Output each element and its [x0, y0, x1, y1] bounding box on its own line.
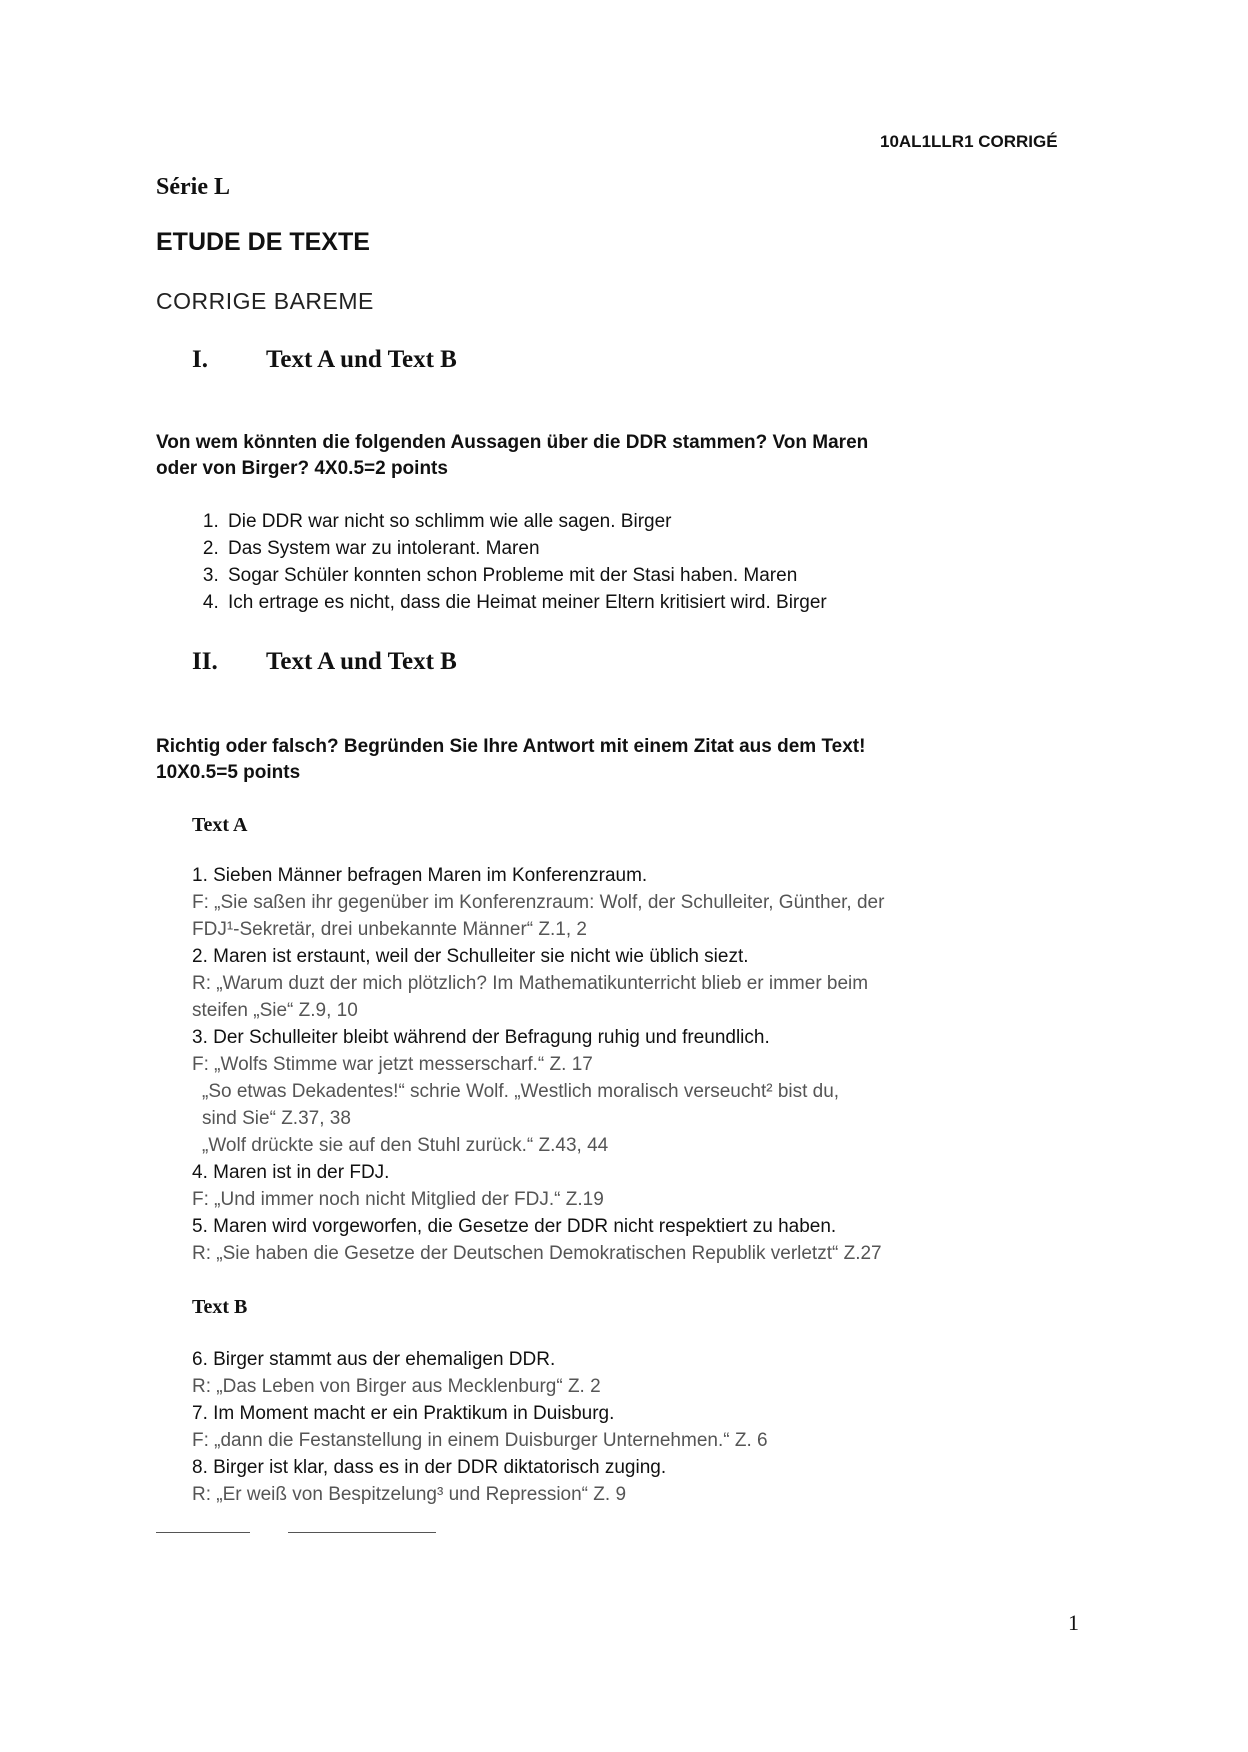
section-1-instruction-line: oder von Birger? 4X0.5=2 points	[156, 458, 448, 479]
section-2-instruction-line: 10X0.5=5 points	[156, 762, 301, 783]
section-2-number: II.	[192, 648, 218, 675]
answer-line: R: „Er weiß von Bespitzelung³ und Repression“ Z. 9	[192, 1484, 627, 1505]
answer-line: R: „Sie haben die Gesetze der Deutschen Demokratischen Republik verletzt“ Z.27	[192, 1243, 882, 1264]
answer-line: F: „Sie saßen ihr gegenüber im Konferenzraum: Wolf, der Schulleiter, Günther, der	[192, 892, 885, 913]
section-1-heading	[192, 346, 457, 374]
text-b-answers	[192, 1346, 1092, 1508]
list-item: 4. Ich ertrage es nicht, dass die Heimat meiner Eltern kritisiert wird. Birger	[224, 589, 827, 616]
answer-line: „Wolf drückte sie auf den Stuhl zurück.“ Z.43, 44	[202, 1135, 609, 1156]
answer-line: steifen „Sie“ Z.9, 10	[192, 1000, 358, 1021]
document-subtitle: CORRIGE BAREME	[156, 288, 374, 314]
statement-line: 4. Maren ist in der FDJ.	[192, 1162, 390, 1183]
section-1-title: Text A und Text B	[266, 346, 457, 373]
document-title: ETUDE DE TEXTE	[156, 228, 370, 256]
statement-line: 6. Birger stammt aus der ehemaligen DDR.	[192, 1349, 556, 1370]
page-number: 1	[1068, 1610, 1079, 1635]
section-2-instruction-line: Richtig oder falsch? Begründen Sie Ihre Antwort mit einem Zitat aus dem Text!	[156, 736, 866, 757]
answer-line: R: „Warum duzt der mich plötzlich? Im Mathematikunterricht blieb er immer beim	[192, 973, 869, 994]
list-item: 1. Die DDR war nicht so schlimm wie alle sagen. Birger	[224, 508, 827, 535]
serie-label: Série L	[156, 174, 230, 200]
document-code: 10AL1LLR1 CORRIGÉ	[880, 132, 1058, 151]
statement-line: 8. Birger ist klar, dass es in der DDR diktatorisch zuging.	[192, 1457, 667, 1478]
answer-line: F: „Und immer noch nicht Mitglied der FDJ.“ Z.19	[192, 1189, 604, 1210]
answer-line: sind Sie“ Z.37, 38	[202, 1108, 351, 1129]
section-1-number: I.	[192, 346, 208, 373]
statement-line: 1. Sieben Männer befragen Maren im Konferenzraum.	[192, 865, 648, 886]
answer-line: R: „Das Leben von Birger aus Mecklenburg“ Z. 2	[192, 1376, 601, 1397]
footnote-divider	[288, 1532, 436, 1533]
statement-line: 2. Maren ist erstaunt, weil der Schulleiter sie nicht wie üblich siezt.	[192, 946, 749, 967]
footnote-divider	[156, 1532, 250, 1533]
statement-line: 3. Der Schulleiter bleibt während der Befragung ruhig und freundlich.	[192, 1027, 770, 1048]
section-2-title: Text A und Text B	[266, 648, 457, 675]
statement-line: 7. Im Moment macht er ein Praktikum in Duisburg.	[192, 1403, 615, 1424]
section-1-instruction-line: Von wem könnten die folgenden Aussagen über die DDR stammen? Von Maren	[156, 432, 869, 453]
list-item: 2. Das System war zu intolerant. Maren	[224, 535, 827, 562]
section-1-instruction	[156, 430, 868, 482]
text-a-label: Text A	[192, 814, 248, 836]
answer-line: F: „dann die Festanstellung in einem Duisburger Unternehmen.“ Z. 6	[192, 1430, 768, 1451]
answer-line: „So etwas Dekadentes!“ schrie Wolf. „Westlich moralisch verseucht² bist du,	[202, 1081, 840, 1102]
text-b-label: Text B	[192, 1296, 248, 1318]
section-2-instruction	[156, 734, 865, 786]
statement-line: 5. Maren wird vorgeworfen, die Gesetze der DDR nicht respektiert zu haben.	[192, 1216, 837, 1237]
answer-line: F: „Wolfs Stimme war jetzt messerscharf.“ Z. 17	[192, 1054, 593, 1075]
list-item: 3. Sogar Schüler konnten schon Probleme mit der Stasi haben. Maren	[224, 562, 827, 589]
answer-line: FDJ¹-Sekretär, drei unbekannte Männer“ Z.1, 2	[192, 919, 587, 940]
section-2-heading	[192, 648, 457, 676]
section-1-answer-list	[156, 508, 827, 616]
text-a-answers	[192, 862, 1092, 1267]
